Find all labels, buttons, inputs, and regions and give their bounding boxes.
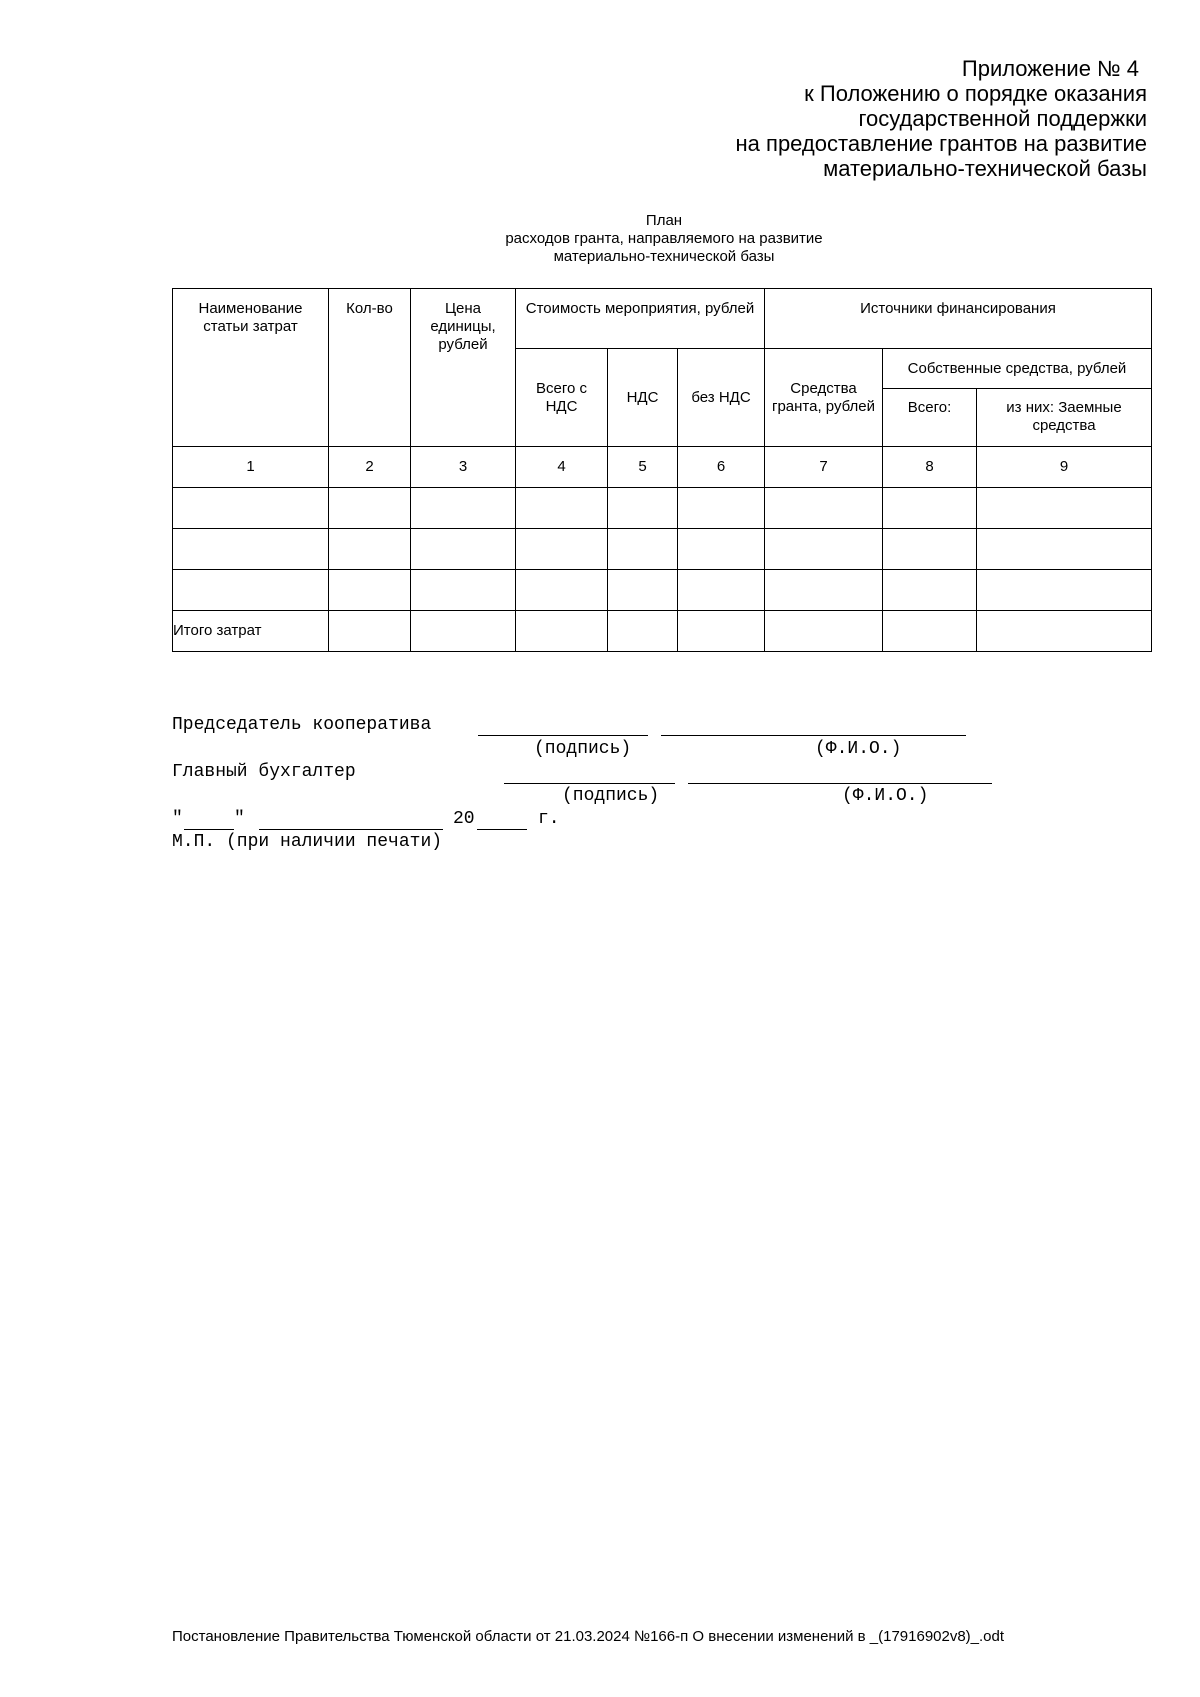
date-day-line[interactable] xyxy=(184,829,234,830)
table-cell[interactable] xyxy=(173,488,329,529)
table-cell[interactable] xyxy=(977,611,1152,652)
table-row xyxy=(173,570,1152,611)
table-cell[interactable] xyxy=(329,570,411,611)
document-footer: Постановление Правительства Тюменской области от 21.03.2024 №166-п О внесении изменений в _(17916902v8)_.odt xyxy=(172,1628,1005,1645)
header-grant: Средства гранта, рублей xyxy=(765,349,883,447)
table-cell[interactable] xyxy=(883,529,977,570)
date-quote-open: " xyxy=(172,809,183,829)
table-row xyxy=(173,529,1152,570)
table-cell[interactable] xyxy=(765,570,883,611)
header-no-vat: без НДС xyxy=(678,349,765,447)
appendix-line: к Положению о порядке оказания xyxy=(804,81,1147,106)
table-cell[interactable] xyxy=(678,611,765,652)
table-cell[interactable] xyxy=(678,488,765,529)
appendix-line: материально-технической базы xyxy=(823,156,1147,181)
date-year-line[interactable] xyxy=(477,829,527,830)
date-month-line[interactable] xyxy=(259,829,443,830)
header-price: Цена единицы, рублей xyxy=(411,289,516,447)
chairman-signature-line[interactable] xyxy=(478,735,648,736)
table-cell[interactable] xyxy=(678,529,765,570)
header-own-total: Всего: xyxy=(883,389,977,447)
table-cell[interactable] xyxy=(765,529,883,570)
column-number: 9 xyxy=(977,447,1152,488)
table-cell[interactable] xyxy=(765,611,883,652)
table-cell[interactable] xyxy=(411,488,516,529)
accountant-signature-line[interactable] xyxy=(504,783,675,784)
table-cell[interactable] xyxy=(977,570,1152,611)
table-cell[interactable] xyxy=(411,570,516,611)
header-own-borrowed: из них: Заемные средства xyxy=(977,389,1152,447)
column-number: 3 xyxy=(411,447,516,488)
table-cell[interactable] xyxy=(329,488,411,529)
table-cell[interactable] xyxy=(608,488,678,529)
chairman-label: Председатель кооператива xyxy=(172,715,432,735)
column-number: 8 xyxy=(883,447,977,488)
column-number: 5 xyxy=(608,447,678,488)
table-cell[interactable] xyxy=(883,611,977,652)
table-cell[interactable] xyxy=(329,529,411,570)
date-quote-close: " xyxy=(234,809,245,829)
accountant-name-line[interactable] xyxy=(688,783,992,784)
table-cell[interactable] xyxy=(883,488,977,529)
table-cell[interactable] xyxy=(516,570,608,611)
header-vat: НДС xyxy=(608,349,678,447)
header-item: Наименование статьи затрат xyxy=(173,289,329,447)
chairman-name-line[interactable] xyxy=(661,735,966,736)
total-row xyxy=(173,611,1152,652)
table-cell[interactable] xyxy=(765,488,883,529)
table-cell[interactable] xyxy=(516,529,608,570)
expense-plan-table xyxy=(172,288,1152,652)
header-qty: Кол-во xyxy=(329,289,411,447)
header-cost: Стоимость мероприятия, рублей xyxy=(516,289,765,349)
table-cell[interactable] xyxy=(411,529,516,570)
table-cell[interactable] xyxy=(173,570,329,611)
date-year-prefix: 20 xyxy=(453,809,475,829)
table-cell[interactable] xyxy=(329,611,411,652)
table-cell[interactable] xyxy=(883,570,977,611)
table-cell[interactable] xyxy=(173,529,329,570)
plan-title xyxy=(400,212,928,266)
column-number: 1 xyxy=(173,447,329,488)
accountant-label: Главный бухгалтер xyxy=(172,762,356,782)
table-cell[interactable] xyxy=(977,488,1152,529)
table-row xyxy=(173,488,1152,529)
table-cell[interactable] xyxy=(516,488,608,529)
table-cell[interactable] xyxy=(411,611,516,652)
name-caption: (Ф.И.О.) xyxy=(815,739,902,759)
appendix-line: на предоставление грантов на развитие xyxy=(735,131,1147,156)
table-cell[interactable] xyxy=(678,570,765,611)
table-cell[interactable] xyxy=(608,611,678,652)
column-number: 6 xyxy=(678,447,765,488)
table-cell[interactable] xyxy=(608,529,678,570)
appendix-header xyxy=(447,56,1147,181)
signature-caption: (подпись) xyxy=(562,786,660,806)
header-own: Собственные средства, рублей xyxy=(883,349,1152,389)
appendix-line: Приложение № 4 xyxy=(961,56,1139,81)
column-number: 4 xyxy=(516,447,608,488)
column-number: 2 xyxy=(329,447,411,488)
header-sources: Источники финансирования xyxy=(765,289,1152,349)
plan-title-line: расходов гранта, направляемого на развитие xyxy=(505,230,823,247)
table-cell[interactable] xyxy=(977,529,1152,570)
total-label: Итого затрат xyxy=(173,611,329,652)
table-cell[interactable] xyxy=(516,611,608,652)
stamp-note: М.П. (при наличии печати) xyxy=(172,832,443,852)
signature-caption: (подпись) xyxy=(534,739,632,759)
header-total-vat: Всего с НДС xyxy=(516,349,608,447)
appendix-line: государственной поддержки xyxy=(858,106,1147,131)
table-cell[interactable] xyxy=(608,570,678,611)
name-caption: (Ф.И.О.) xyxy=(842,786,929,806)
date-year-suffix: г. xyxy=(538,809,560,829)
column-number: 7 xyxy=(765,447,883,488)
plan-title-line: План xyxy=(645,212,683,229)
plan-title-line: материально-технической базы xyxy=(553,248,775,265)
